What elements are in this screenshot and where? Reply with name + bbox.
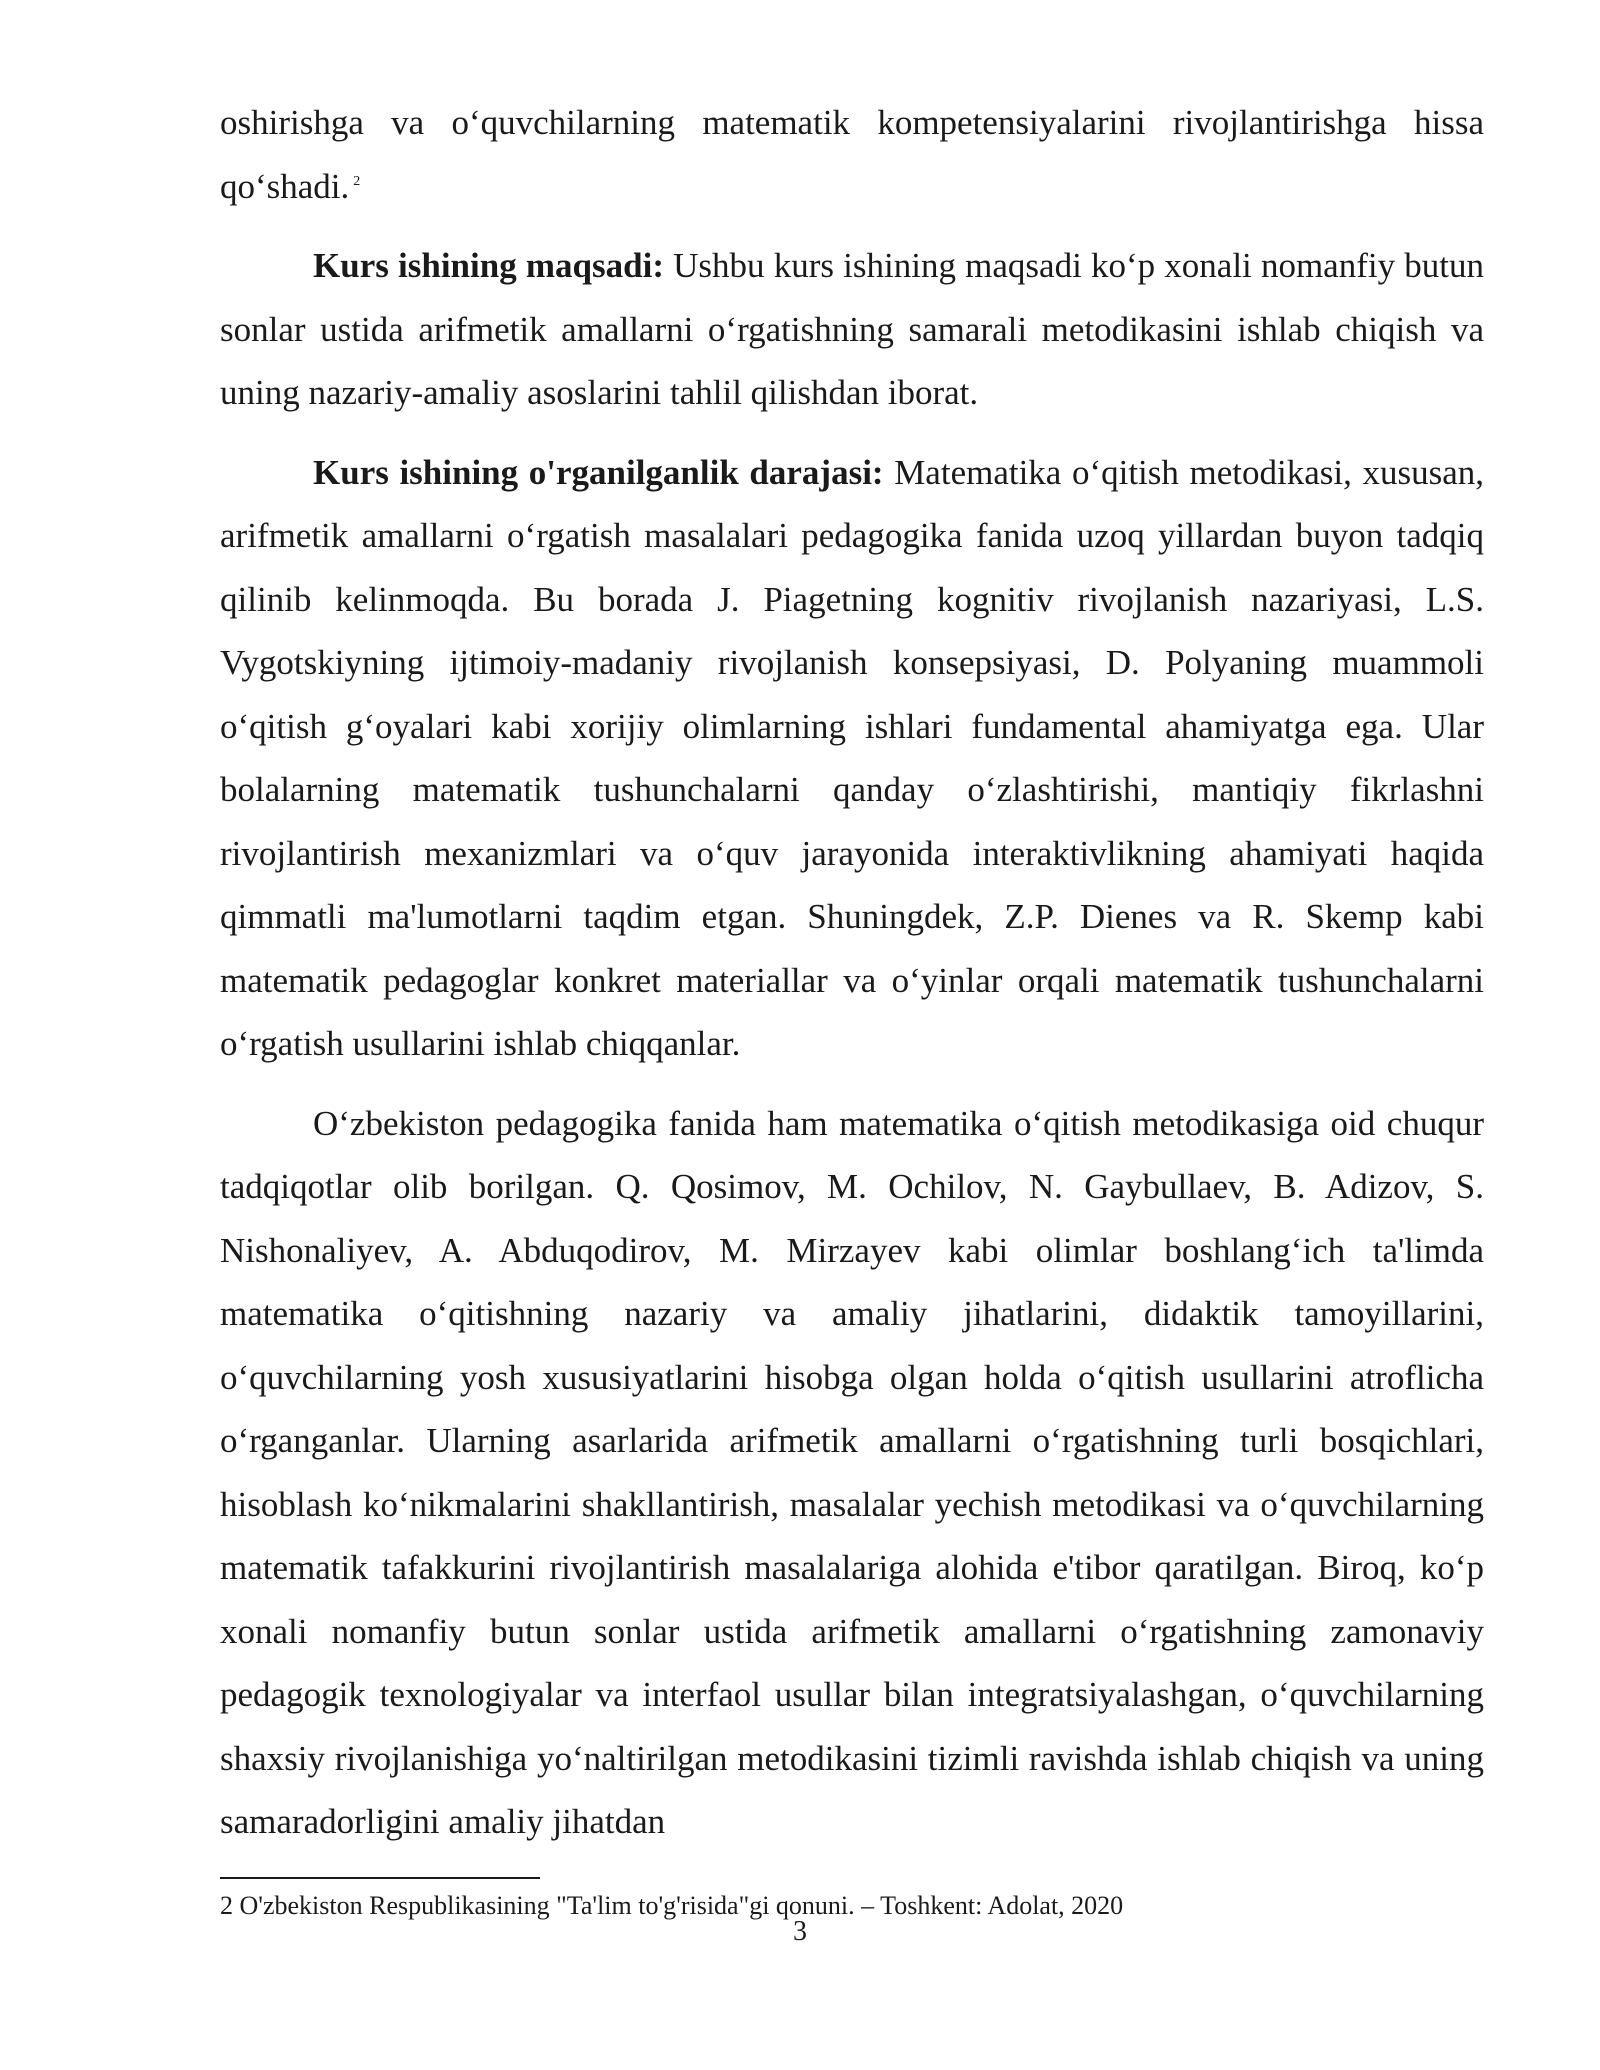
paragraph-text: oshirishga va o‘quvchilarning matematik kompetensiyalarini rivojlantirishga hissa qo‘shadi. <box>220 103 1484 206</box>
paragraph-heading: Kurs ishining maqsadi: <box>313 246 664 285</box>
footnote-separator <box>220 1877 540 1879</box>
paragraph-purpose <box>220 234 1484 425</box>
paragraph-text: Matematika o‘qitish metodikasi, xususan, arifmetik amallarni o‘rgatish masalalari pedagogika fanida uzoq yillardan buyon tadqiq qilinib kelinmoqda. Bu borada J. Piagetning kognitiv rivojlanish nazariyasi, L.S. Vygotskiyning ijtimoiy-madaniy rivojlanish konsepsiyasi, D. Polyaning muammoli o‘qitish g‘oyalari kabi xorijiy olimlarning ishlari fundamental ahamiyatga ega. Ular bolalarning matematik tushunchalarni qanday o‘zlashtirishi, mantiqiy fikrlashni rivojlantirish mexanizmlari va o‘quv jarayonida interaktivlikning ahamiyati haqida qimmatli ma'lumotlarni taqdim etgan. Shuningdek, Z.P. Dienes va R. Skemp kabi matematik pedagoglar konkret materiallar va o‘yinlar orqali matematik tushunchalarni o‘rgatish usullarini ishlab chiqqanlar. <box>220 452 1484 1063</box>
paragraph-text: Ushbu kurs ishining maqsadi ko‘p xonali nomanfiy butun sonlar ustida arifmetik amallarni o‘rgatishning samarali metodikasini ishlab chiqish va uning nazariy-amaliy asoslarini tahlil qilishdan iborat. <box>220 246 1485 412</box>
paragraph-continuation <box>220 91 1484 218</box>
paragraph-uzbek-research <box>220 1092 1484 1854</box>
body-text <box>220 91 1484 1854</box>
footnote: 2 O'zbekiston Respublikasining "Ta'lim to'g'risida"gi qonuni. – Toshkent: Adolat, 2020 <box>220 1891 1124 1920</box>
paragraph-text: O‘zbekiston pedagogika fanida ham matematika o‘qitish metodikasiga oid chuqur tadqiqotlar olib borilgan. Q. Qosimov, M. Ochilov, N. Gaybullaev, B. Adizov, S. Nishonaliyev, A. Abduqodirov, M. Mirzayev kabi olimlar boshlang‘ich ta'limda matematika o‘qitishning nazariy va amaliy jihatlarini, didaktik tamoyillarini, o‘quvchilarning yosh xususiyatlarini hisobga olgan holda o‘qitish usullarini atroflicha o‘rganganlar. Ularning asarlarida arifmetik amallarni o‘rgatishning turli bosqichlari, hisoblash ko‘nikmalarini shakllantirish, masalalar yechish metodikasi va o‘quvchilarning matematik tafakkurini rivojlantirish masalalariga alohida e'tibor qaratilgan. Biroq, ko‘p xonali nomanfiy butun sonlar ustida arifmetik amallarni o‘rgatishning zamonaviy pedagogik texnologiyalar va interfaol usullar bilan integratsiyalashgan, o‘quvchilarning shaxsiy rivojlanishiga yo‘naltirilgan metodikasini tizimli ravishda ishlab chiqish va uning samaradorligini amaliy jihatdan <box>220 1103 1484 1841</box>
footnote-reference: 2 <box>353 173 361 189</box>
paragraph-heading: Kurs ishining o'rganilganlik darajasi: <box>313 452 884 492</box>
page-number: 3 <box>793 1916 807 1947</box>
paragraph-literature-review <box>220 441 1484 1076</box>
